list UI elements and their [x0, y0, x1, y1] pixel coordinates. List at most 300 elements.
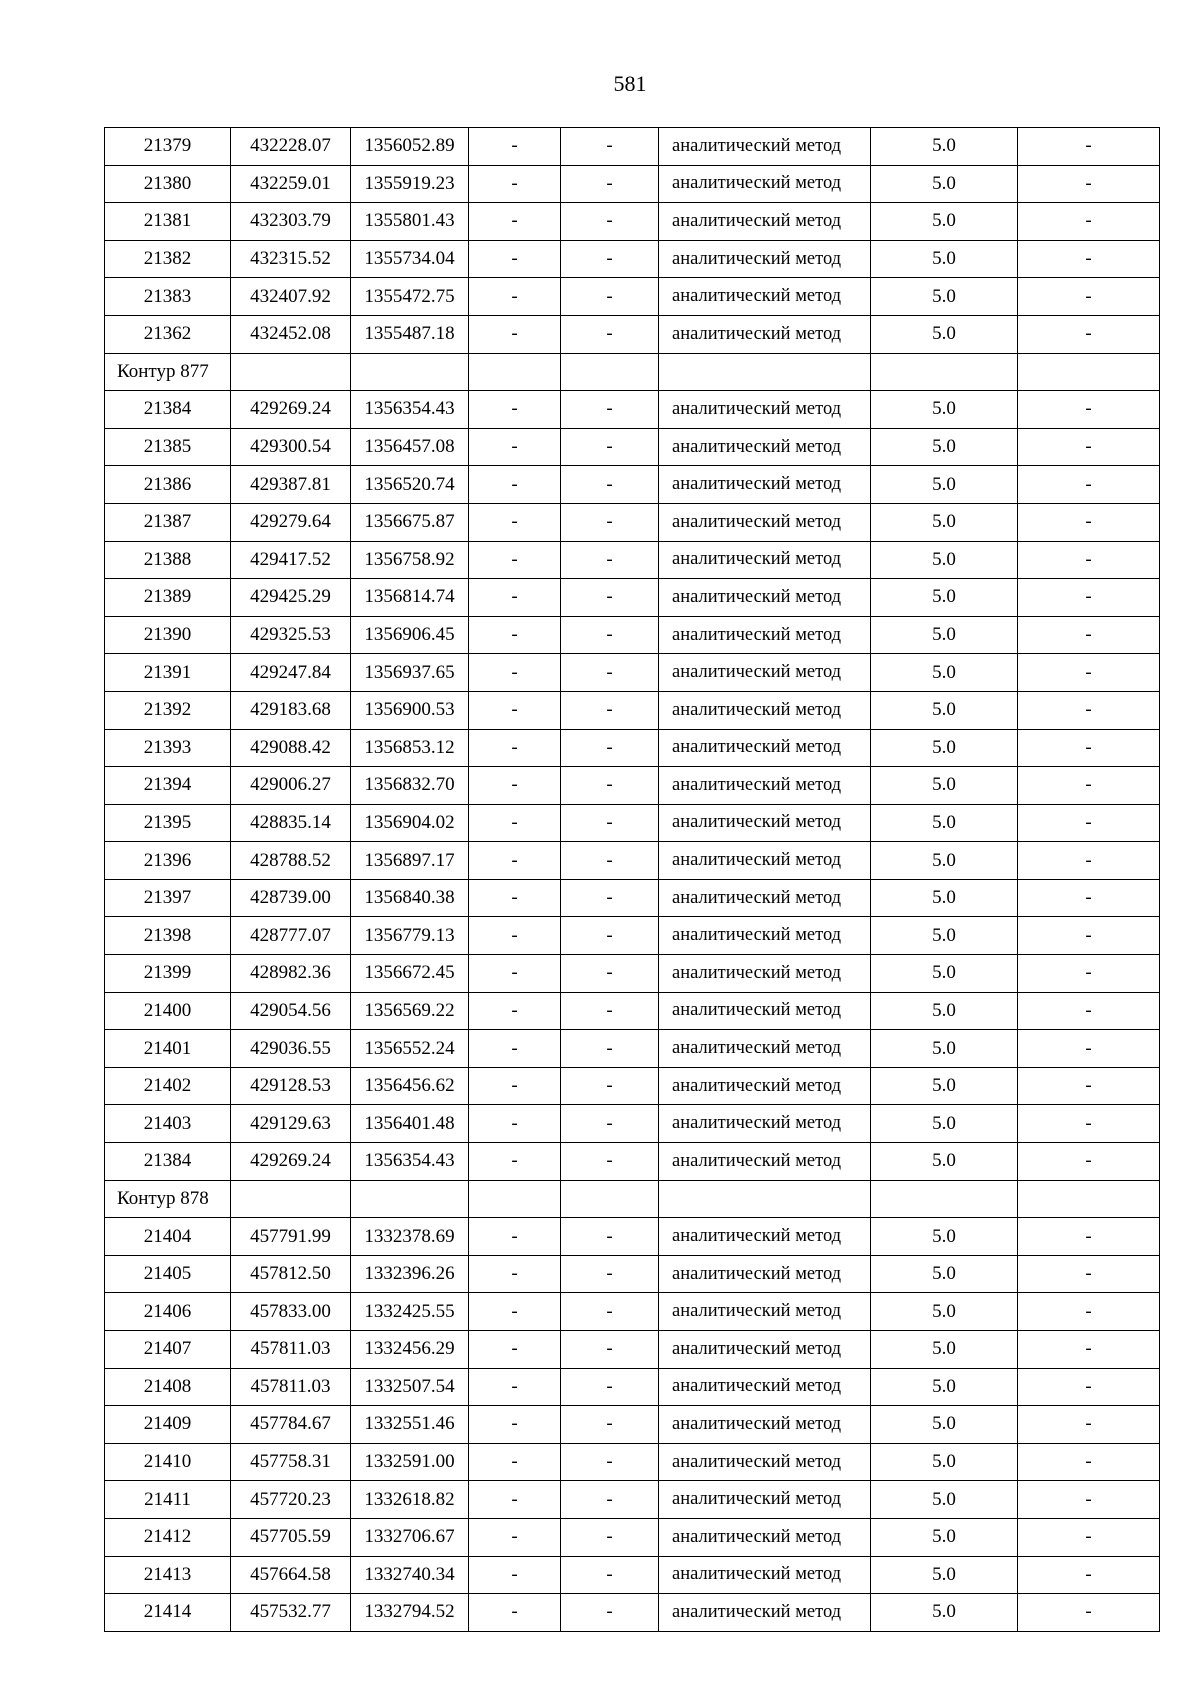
x-coordinate-cell: 428739.00: [231, 879, 351, 917]
dash-cell: -: [561, 1368, 659, 1406]
empty-cell: [351, 353, 469, 391]
table-row: [105, 466, 1160, 504]
accuracy-cell: 5.0: [871, 729, 1018, 767]
point-number-cell: 21412: [105, 1518, 231, 1556]
x-coordinate-cell: 429269.24: [231, 1143, 351, 1181]
x-coordinate-cell: 429325.53: [231, 616, 351, 654]
table-row: [105, 428, 1160, 466]
point-number-cell: 21408: [105, 1368, 231, 1406]
point-number-cell: 21384: [105, 391, 231, 429]
contour-label: Контур 878: [105, 1180, 231, 1218]
x-coordinate-cell: 429054.56: [231, 992, 351, 1030]
x-coordinate-cell: 457784.67: [231, 1406, 351, 1444]
accuracy-cell: 5.0: [871, 1067, 1018, 1105]
x-coordinate-cell: 457791.99: [231, 1218, 351, 1256]
dash-cell: -: [561, 842, 659, 880]
dash-cell: -: [1018, 767, 1160, 805]
method-cell: аналитический метод: [659, 1293, 871, 1331]
x-coordinate-cell: 428788.52: [231, 842, 351, 880]
y-coordinate-cell: 1332591.00: [351, 1443, 469, 1481]
dash-cell: -: [469, 391, 561, 429]
dash-cell: -: [469, 1255, 561, 1293]
point-number-cell: 21362: [105, 315, 231, 353]
dash-cell: -: [469, 1481, 561, 1519]
x-coordinate-cell: 429006.27: [231, 767, 351, 805]
point-number-cell: 21387: [105, 503, 231, 541]
dash-cell: -: [561, 1255, 659, 1293]
dash-cell: -: [561, 917, 659, 955]
x-coordinate-cell: 428982.36: [231, 955, 351, 993]
accuracy-cell: 5.0: [871, 466, 1018, 504]
dash-cell: -: [469, 955, 561, 993]
method-cell: аналитический метод: [659, 1518, 871, 1556]
point-number-cell: 21413: [105, 1556, 231, 1594]
y-coordinate-cell: 1356401.48: [351, 1105, 469, 1143]
accuracy-cell: 5.0: [871, 1255, 1018, 1293]
x-coordinate-cell: 429129.63: [231, 1105, 351, 1143]
method-cell: аналитический метод: [659, 391, 871, 429]
accuracy-cell: 5.0: [871, 203, 1018, 241]
method-cell: аналитический метод: [659, 466, 871, 504]
accuracy-cell: 5.0: [871, 1368, 1018, 1406]
y-coordinate-cell: 1355487.18: [351, 315, 469, 353]
table-row: [105, 1105, 1160, 1143]
dash-cell: -: [561, 1406, 659, 1444]
table-row: [105, 955, 1160, 993]
dash-cell: -: [469, 278, 561, 316]
accuracy-cell: 5.0: [871, 691, 1018, 729]
coordinates-table: [104, 127, 1160, 1632]
table-row: [105, 579, 1160, 617]
y-coordinate-cell: 1356457.08: [351, 428, 469, 466]
point-number-cell: 21396: [105, 842, 231, 880]
dash-cell: -: [561, 955, 659, 993]
method-cell: аналитический метод: [659, 579, 871, 617]
method-cell: аналитический метод: [659, 1594, 871, 1632]
method-cell: аналитический метод: [659, 1067, 871, 1105]
empty-cell: [469, 353, 561, 391]
accuracy-cell: 5.0: [871, 1481, 1018, 1519]
method-cell: аналитический метод: [659, 1368, 871, 1406]
point-number-cell: 21407: [105, 1331, 231, 1369]
dash-cell: -: [469, 579, 561, 617]
dash-cell: -: [1018, 1556, 1160, 1594]
method-cell: аналитический метод: [659, 1443, 871, 1481]
y-coordinate-cell: 1356840.38: [351, 879, 469, 917]
y-coordinate-cell: 1332551.46: [351, 1406, 469, 1444]
point-number-cell: 21391: [105, 654, 231, 692]
table-row: [105, 1518, 1160, 1556]
table-row: [105, 1255, 1160, 1293]
dash-cell: -: [1018, 729, 1160, 767]
y-coordinate-cell: 1332618.82: [351, 1481, 469, 1519]
y-coordinate-cell: 1356779.13: [351, 917, 469, 955]
x-coordinate-cell: 457833.00: [231, 1293, 351, 1331]
dash-cell: -: [469, 691, 561, 729]
dash-cell: -: [469, 992, 561, 1030]
dash-cell: -: [1018, 1255, 1160, 1293]
dash-cell: -: [469, 1331, 561, 1369]
table-row: [105, 1443, 1160, 1481]
method-cell: аналитический метод: [659, 955, 871, 993]
x-coordinate-cell: 429300.54: [231, 428, 351, 466]
accuracy-cell: 5.0: [871, 240, 1018, 278]
point-number-cell: 21395: [105, 804, 231, 842]
accuracy-cell: 5.0: [871, 992, 1018, 1030]
point-number-cell: 21384: [105, 1143, 231, 1181]
table-row: [105, 1368, 1160, 1406]
dash-cell: -: [1018, 240, 1160, 278]
method-cell: аналитический метод: [659, 1255, 871, 1293]
empty-cell: [871, 353, 1018, 391]
dash-cell: -: [469, 128, 561, 166]
accuracy-cell: 5.0: [871, 616, 1018, 654]
point-number-cell: 21393: [105, 729, 231, 767]
dash-cell: -: [561, 315, 659, 353]
x-coordinate-cell: 428777.07: [231, 917, 351, 955]
x-coordinate-cell: 432407.92: [231, 278, 351, 316]
method-cell: аналитический метод: [659, 691, 871, 729]
accuracy-cell: 5.0: [871, 654, 1018, 692]
point-number-cell: 21403: [105, 1105, 231, 1143]
dash-cell: -: [1018, 842, 1160, 880]
table-row: [105, 842, 1160, 880]
dash-cell: -: [561, 1030, 659, 1068]
dash-cell: -: [469, 1368, 561, 1406]
dash-cell: -: [469, 654, 561, 692]
method-cell: аналитический метод: [659, 1556, 871, 1594]
x-coordinate-cell: 429387.81: [231, 466, 351, 504]
empty-cell: [469, 1180, 561, 1218]
dash-cell: -: [561, 1067, 659, 1105]
accuracy-cell: 5.0: [871, 1143, 1018, 1181]
dash-cell: -: [469, 1443, 561, 1481]
contour-header-row: [105, 353, 1160, 391]
table-row: [105, 992, 1160, 1030]
empty-cell: [659, 1180, 871, 1218]
dash-cell: -: [561, 1443, 659, 1481]
x-coordinate-cell: 432452.08: [231, 315, 351, 353]
accuracy-cell: 5.0: [871, 165, 1018, 203]
empty-cell: [1018, 1180, 1160, 1218]
dash-cell: -: [1018, 1105, 1160, 1143]
x-coordinate-cell: 429247.84: [231, 654, 351, 692]
dash-cell: -: [469, 428, 561, 466]
point-number-cell: 21410: [105, 1443, 231, 1481]
y-coordinate-cell: 1355472.75: [351, 278, 469, 316]
y-coordinate-cell: 1355801.43: [351, 203, 469, 241]
point-number-cell: 21409: [105, 1406, 231, 1444]
method-cell: аналитический метод: [659, 1406, 871, 1444]
dash-cell: -: [561, 767, 659, 805]
y-coordinate-cell: 1356354.43: [351, 391, 469, 429]
x-coordinate-cell: 432303.79: [231, 203, 351, 241]
method-cell: аналитический метод: [659, 616, 871, 654]
x-coordinate-cell: 457664.58: [231, 1556, 351, 1594]
table-row: [105, 1406, 1160, 1444]
method-cell: аналитический метод: [659, 1481, 871, 1519]
y-coordinate-cell: 1356832.70: [351, 767, 469, 805]
y-coordinate-cell: 1356672.45: [351, 955, 469, 993]
x-coordinate-cell: 428835.14: [231, 804, 351, 842]
method-cell: аналитический метод: [659, 1331, 871, 1369]
dash-cell: -: [1018, 1293, 1160, 1331]
dash-cell: -: [1018, 1406, 1160, 1444]
method-cell: аналитический метод: [659, 992, 871, 1030]
method-cell: аналитический метод: [659, 240, 871, 278]
accuracy-cell: 5.0: [871, 1556, 1018, 1594]
accuracy-cell: 5.0: [871, 767, 1018, 805]
dash-cell: -: [1018, 1481, 1160, 1519]
point-number-cell: 21397: [105, 879, 231, 917]
y-coordinate-cell: 1332396.26: [351, 1255, 469, 1293]
accuracy-cell: 5.0: [871, 804, 1018, 842]
method-cell: аналитический метод: [659, 804, 871, 842]
dash-cell: -: [1018, 391, 1160, 429]
table-row: [105, 1067, 1160, 1105]
point-number-cell: 21406: [105, 1293, 231, 1331]
point-number-cell: 21382: [105, 240, 231, 278]
accuracy-cell: 5.0: [871, 1105, 1018, 1143]
dash-cell: -: [1018, 1067, 1160, 1105]
dash-cell: -: [469, 541, 561, 579]
accuracy-cell: 5.0: [871, 503, 1018, 541]
method-cell: аналитический метод: [659, 1218, 871, 1256]
dash-cell: -: [1018, 128, 1160, 166]
dash-cell: -: [561, 804, 659, 842]
dash-cell: -: [561, 691, 659, 729]
x-coordinate-cell: 429088.42: [231, 729, 351, 767]
accuracy-cell: 5.0: [871, 1518, 1018, 1556]
table-row: [105, 278, 1160, 316]
point-number-cell: 21388: [105, 541, 231, 579]
accuracy-cell: 5.0: [871, 1594, 1018, 1632]
method-cell: аналитический метод: [659, 842, 871, 880]
point-number-cell: 21414: [105, 1594, 231, 1632]
table-row: [105, 654, 1160, 692]
point-number-cell: 21401: [105, 1030, 231, 1068]
accuracy-cell: 5.0: [871, 1331, 1018, 1369]
x-coordinate-cell: 429417.52: [231, 541, 351, 579]
dash-cell: -: [561, 1556, 659, 1594]
x-coordinate-cell: 457811.03: [231, 1368, 351, 1406]
dash-cell: -: [469, 315, 561, 353]
empty-cell: [231, 353, 351, 391]
table-row: [105, 315, 1160, 353]
dash-cell: -: [1018, 1443, 1160, 1481]
dash-cell: -: [469, 616, 561, 654]
accuracy-cell: 5.0: [871, 391, 1018, 429]
y-coordinate-cell: 1356904.02: [351, 804, 469, 842]
method-cell: аналитический метод: [659, 879, 871, 917]
x-coordinate-cell: 432228.07: [231, 128, 351, 166]
method-cell: аналитический метод: [659, 654, 871, 692]
method-cell: аналитический метод: [659, 428, 871, 466]
dash-cell: -: [1018, 466, 1160, 504]
accuracy-cell: 5.0: [871, 1293, 1018, 1331]
point-number-cell: 21400: [105, 992, 231, 1030]
y-coordinate-cell: 1332507.54: [351, 1368, 469, 1406]
table-row: [105, 503, 1160, 541]
dash-cell: -: [469, 917, 561, 955]
accuracy-cell: 5.0: [871, 1406, 1018, 1444]
dash-cell: -: [561, 1594, 659, 1632]
table-row: [105, 804, 1160, 842]
y-coordinate-cell: 1355734.04: [351, 240, 469, 278]
dash-cell: -: [1018, 1030, 1160, 1068]
dash-cell: -: [469, 1293, 561, 1331]
y-coordinate-cell: 1356758.92: [351, 541, 469, 579]
point-number-cell: 21392: [105, 691, 231, 729]
y-coordinate-cell: 1356354.43: [351, 1143, 469, 1181]
empty-cell: [561, 1180, 659, 1218]
method-cell: аналитический метод: [659, 917, 871, 955]
point-number-cell: 21411: [105, 1481, 231, 1519]
accuracy-cell: 5.0: [871, 541, 1018, 579]
dash-cell: -: [1018, 955, 1160, 993]
table-row: [105, 767, 1160, 805]
x-coordinate-cell: 432259.01: [231, 165, 351, 203]
empty-cell: [1018, 353, 1160, 391]
dash-cell: -: [1018, 616, 1160, 654]
y-coordinate-cell: 1332794.52: [351, 1594, 469, 1632]
table-row: [105, 1293, 1160, 1331]
dash-cell: -: [1018, 165, 1160, 203]
dash-cell: -: [561, 541, 659, 579]
dash-cell: -: [561, 729, 659, 767]
dash-cell: -: [1018, 315, 1160, 353]
empty-cell: [231, 1180, 351, 1218]
dash-cell: -: [561, 879, 659, 917]
dash-cell: -: [469, 1105, 561, 1143]
y-coordinate-cell: 1332740.34: [351, 1556, 469, 1594]
dash-cell: -: [561, 165, 659, 203]
dash-cell: -: [1018, 1368, 1160, 1406]
y-coordinate-cell: 1356052.89: [351, 128, 469, 166]
point-number-cell: 21394: [105, 767, 231, 805]
dash-cell: -: [469, 1143, 561, 1181]
dash-cell: -: [561, 1143, 659, 1181]
dash-cell: -: [469, 466, 561, 504]
contour-label: Контур 877: [105, 353, 231, 391]
dash-cell: -: [469, 1406, 561, 1444]
dash-cell: -: [469, 767, 561, 805]
method-cell: аналитический метод: [659, 503, 871, 541]
dash-cell: -: [469, 1594, 561, 1632]
y-coordinate-cell: 1356456.62: [351, 1067, 469, 1105]
dash-cell: -: [1018, 541, 1160, 579]
y-coordinate-cell: 1332425.55: [351, 1293, 469, 1331]
x-coordinate-cell: 457705.59: [231, 1518, 351, 1556]
method-cell: аналитический метод: [659, 541, 871, 579]
method-cell: аналитический метод: [659, 315, 871, 353]
method-cell: аналитический метод: [659, 1143, 871, 1181]
y-coordinate-cell: 1356853.12: [351, 729, 469, 767]
point-number-cell: 21381: [105, 203, 231, 241]
method-cell: аналитический метод: [659, 128, 871, 166]
dash-cell: -: [1018, 203, 1160, 241]
table-row: [105, 1556, 1160, 1594]
dash-cell: -: [469, 804, 561, 842]
accuracy-cell: 5.0: [871, 278, 1018, 316]
dash-cell: -: [561, 1218, 659, 1256]
dash-cell: -: [1018, 654, 1160, 692]
empty-cell: [871, 1180, 1018, 1218]
y-coordinate-cell: 1356897.17: [351, 842, 469, 880]
table-row: [105, 1030, 1160, 1068]
point-number-cell: 21379: [105, 128, 231, 166]
point-number-cell: 21405: [105, 1255, 231, 1293]
dash-cell: -: [561, 616, 659, 654]
dash-cell: -: [1018, 691, 1160, 729]
point-number-cell: 21402: [105, 1067, 231, 1105]
dash-cell: -: [469, 503, 561, 541]
dash-cell: -: [561, 1331, 659, 1369]
x-coordinate-cell: 429425.29: [231, 579, 351, 617]
method-cell: аналитический метод: [659, 767, 871, 805]
table-row: [105, 917, 1160, 955]
dash-cell: -: [1018, 1143, 1160, 1181]
accuracy-cell: 5.0: [871, 1030, 1018, 1068]
table-row: [105, 391, 1160, 429]
accuracy-cell: 5.0: [871, 579, 1018, 617]
dash-cell: -: [561, 1481, 659, 1519]
dash-cell: -: [561, 278, 659, 316]
dash-cell: -: [1018, 278, 1160, 316]
dash-cell: -: [469, 1556, 561, 1594]
method-cell: аналитический метод: [659, 203, 871, 241]
method-cell: аналитический метод: [659, 165, 871, 203]
point-number-cell: 21380: [105, 165, 231, 203]
table-row: [105, 1594, 1160, 1632]
point-number-cell: 21383: [105, 278, 231, 316]
dash-cell: -: [561, 1293, 659, 1331]
dash-cell: -: [561, 428, 659, 466]
dash-cell: -: [561, 466, 659, 504]
x-coordinate-cell: 429128.53: [231, 1067, 351, 1105]
dash-cell: -: [1018, 1594, 1160, 1632]
dash-cell: -: [469, 165, 561, 203]
method-cell: аналитический метод: [659, 278, 871, 316]
table-row: [105, 879, 1160, 917]
dash-cell: -: [1018, 1518, 1160, 1556]
accuracy-cell: 5.0: [871, 315, 1018, 353]
point-number-cell: 21386: [105, 466, 231, 504]
table-row: [105, 165, 1160, 203]
dash-cell: -: [469, 1030, 561, 1068]
table-row: [105, 1481, 1160, 1519]
x-coordinate-cell: 457758.31: [231, 1443, 351, 1481]
y-coordinate-cell: 1356552.24: [351, 1030, 469, 1068]
y-coordinate-cell: 1356814.74: [351, 579, 469, 617]
x-coordinate-cell: 457720.23: [231, 1481, 351, 1519]
table-row: [105, 729, 1160, 767]
dash-cell: -: [1018, 879, 1160, 917]
y-coordinate-cell: 1332706.67: [351, 1518, 469, 1556]
dash-cell: -: [561, 654, 659, 692]
table-row: [105, 1143, 1160, 1181]
accuracy-cell: 5.0: [871, 428, 1018, 466]
dash-cell: -: [561, 128, 659, 166]
method-cell: аналитический метод: [659, 729, 871, 767]
dash-cell: -: [469, 879, 561, 917]
point-number-cell: 21385: [105, 428, 231, 466]
y-coordinate-cell: 1332378.69: [351, 1218, 469, 1256]
dash-cell: -: [1018, 917, 1160, 955]
x-coordinate-cell: 429269.24: [231, 391, 351, 429]
contour-header-row: [105, 1180, 1160, 1218]
y-coordinate-cell: 1356675.87: [351, 503, 469, 541]
